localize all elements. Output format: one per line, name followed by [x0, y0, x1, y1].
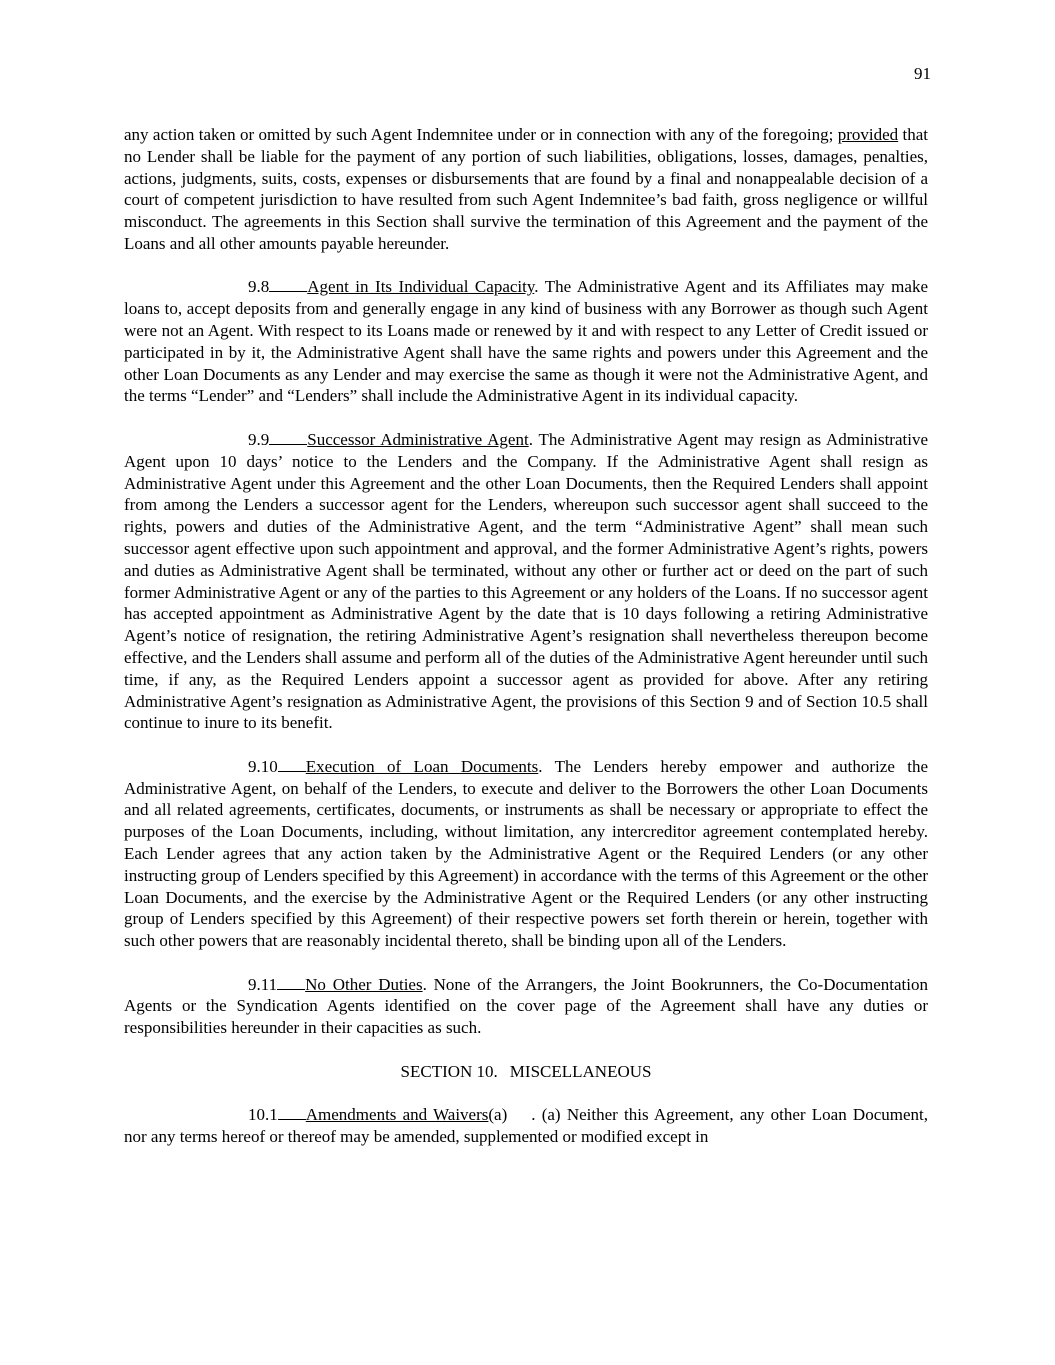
section-body: . The Administrative Agent and its Affiliates may make loans to, accept deposits from and generally engage in any kind of business with any Borrower as though such Agent were not an Agent. With respect to its Loans made or renewed by it and with respect to any Letter of Credit issued or participated in by it, the Administrative Agent shall have the same rights and powers under this Agreement and the other Loan Documents as any Lender and may exercise the same as though it were not the Administrative Agent, and the terms “Lender” and “Lenders” shall include the Administrative Agent in its individual capacity. [124, 277, 928, 406]
paragraph-continuation [124, 124, 928, 255]
section-10-heading [124, 1061, 928, 1083]
section-label: SECTION 10. [400, 1061, 498, 1081]
continuation-line-1: any action taken or omitted by such Agent Indemnitee under or in connection with any of the foregoing; [124, 125, 838, 144]
section-number: 9.10 [248, 756, 278, 776]
section-number: 9.9 [248, 429, 270, 449]
document-body [124, 124, 928, 1169]
provided-term: provided [837, 125, 899, 144]
section-10-1 [124, 1104, 928, 1148]
section-body: . The Administrative Agent may resign as Administrative Agent upon 10 days’ notice to the Lenders and the Company. If the Administrative Agent shall resign as Administrative Agent under this Agreement and the other Loan Documents, then the Required Lenders shall appoint from among the Lenders a successor agent for the Lenders, whereupon such successor agent shall succeed to the rights, powers and duties of the Administrative Agent, and the term “Administrative Agent” shall mean such successor agent effective upon such appointment and approval, and the former Administrative Agent’s rights, powers and duties as Administrative Agent shall be terminated, without any other or further act or deed on the part of such former Administrative Agent or any of the parties to this Agreement or any holders of the Loans. If no successor agent has accepted appointment as Administrative Agent by the date that is 10 days following a retiring Administrative Agent’s notice of resignation, the retiring Administrative Agent’s resignation shall nevertheless thereupon become effective, and the Lenders shall assume and perform all of the duties of the Administrative Agent hereunder until such time, if any, as the Required Lenders appoint a successor agent as provided for above. After any retiring Administrative Agent’s resignation as Administrative Agent, the provisions of this Section 9 and of Section 10.5 shall continue to inure to its benefit. [124, 429, 929, 733]
section-9-10 [124, 756, 928, 952]
section-body: . The Lenders hereby empower and authorize the Administrative Agent, on behalf of the Lenders, to execute and deliver to the Borrowers the other Loan Documents and all related agreements, certificates, documents, or instruments as shall be necessary or appropriate to effect the purposes of the Loan Documents, including, without limitation, any intercreditor agreement contemplated hereby. Each Lender agrees that any action taken by the Administrative Agent or the Required Lenders (or any other instructing group of Lenders specified by this Agreement) in accordance with the terms of this Agreement or the other Loan Documents, and the exercise by the Administrative Agent or the Required Lenders (or any other instructing group of Lenders specified by this Agreement) of their respective powers set forth therein or herein, together with such other powers that are reasonably incidental thereto, shall be binding upon all of the Lenders. [124, 756, 928, 951]
section-9-11 [124, 974, 928, 1039]
page-number: 91 [914, 64, 931, 83]
section-body: . (a) Neither this Agreement, any other Loan Document, nor any terms hereof or thereof may be amended, supplemented or modified except in [124, 1105, 928, 1146]
section-title: Successor Administrative Agent [307, 429, 529, 449]
section-title: Agent in Its Individual Capacity [307, 277, 535, 297]
sub-marker: (a) [488, 1105, 508, 1125]
section-title: No Other Duties [305, 974, 423, 994]
section-title: Amendments and Waivers [305, 1105, 489, 1125]
continuation-rest: that no Lender shall be liable for the payment of any portion of such liabilities, obligations, losses, damages, penalties, actions, judgments, suits, costs, expenses or disbursements that are found by a final and nonappealable decision of a court of competent jurisdiction to have resulted from such Agent Indemnitee’s bad faith, gross negligence or willful misconduct. The agreements in this Section shall survive the termination of this Agreement and the payment of the Loans and all other amounts payable hereunder. [124, 125, 928, 253]
section-number: 9.11 [248, 974, 278, 994]
section-body: . None of the Arrangers, the Joint Bookrunners, the Co-Documentation Agents or the Syndication Agents identified on the cover page of the Agreement shall have any duties or responsibilities hereunder in their capacities as such. [124, 974, 928, 1038]
section-9-9 [124, 429, 928, 734]
section-number: 10.1 [248, 1105, 278, 1125]
section-number: 9.8 [248, 277, 270, 297]
section-9-8 [124, 276, 928, 407]
section-heading-title: MISCELLANEOUS [509, 1061, 652, 1081]
section-title: Execution of Loan Documents [305, 756, 539, 776]
